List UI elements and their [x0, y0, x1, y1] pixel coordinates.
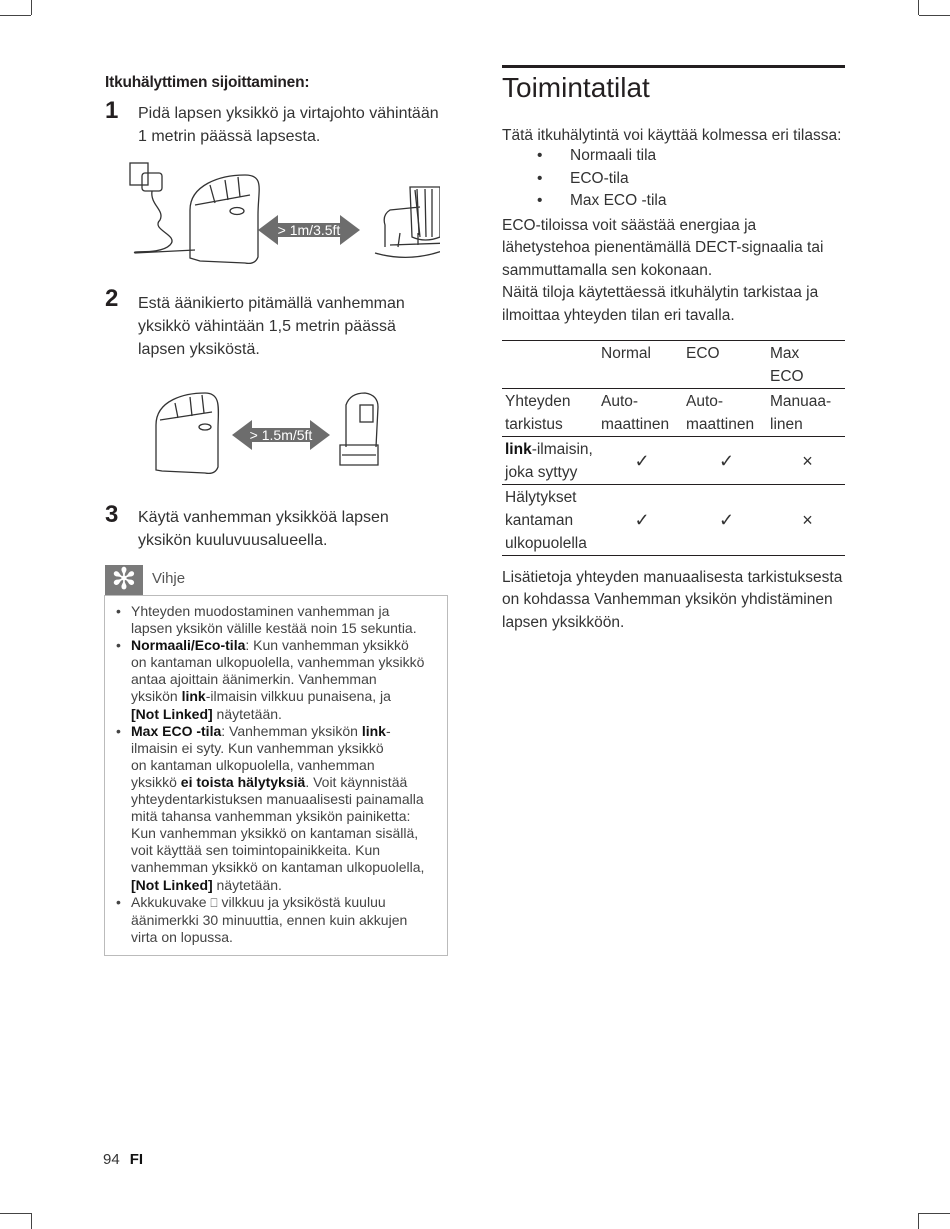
table-header-row	[502, 341, 845, 389]
step-number: 3	[105, 501, 119, 528]
mode-item: Normaali tila	[570, 147, 657, 164]
check-icon: ✓	[718, 510, 735, 530]
tip-item: • Akkukuvake ⎕ vilkkuu ja yksiköstä kuuluu äänimerkki 30 minuuttia, ennen kuin akkujen virta on lopussa.	[116, 893, 408, 945]
placement-illustration-parent-unit	[150, 385, 400, 480]
tip-item: • Normaali/Eco-tila: Kun vanhemman yksikkö on kantaman ulkopuolella, vanhemman yksikkö antaa ajoittain äänimerkin. Vanhemman yksikön link-ilmaisin vilkkuu punaisena, ja [Not Linked] näytetään.	[116, 637, 425, 722]
table-cell: Auto- maattinen	[686, 393, 755, 433]
tip-icon: ✻	[105, 565, 143, 595]
crop-mark	[918, 0, 919, 15]
page-title: Toimintatilat	[502, 72, 650, 103]
cross-icon: ×	[802, 450, 813, 471]
row-label: Yhteyden tarkistus	[505, 393, 571, 433]
section-rule	[502, 65, 845, 68]
eco-paragraph: ECO-tiloissa voit säästää energiaa ja lähetystehoa pienentämällä DECT-signaalia tai sammuttamalla sen kokonaan. Näitä tiloja käytettäessä itkuhälytin tarkistaa ja ilmoittaa yhteyden tilan eri tavalla.	[502, 217, 824, 324]
crop-mark	[31, 1213, 32, 1229]
check-icon: ✓	[718, 450, 735, 471]
distance-label: > 1.5m/5ft	[249, 427, 313, 443]
mode-item: Max ECO -tila	[570, 192, 667, 209]
column-header: Max ECO	[770, 345, 804, 385]
modes-table	[502, 340, 845, 556]
footer-paragraph: Lisätietoja yhteyden manuaalisesta tarkistuksesta on kohdassa Vanhemman yksikön yhdistäminen lapsen yksikköön.	[502, 569, 843, 631]
column-header	[502, 341, 598, 389]
tip-item: • Yhteyden muodostaminen vanhemman ja lapsen yksikön välille kestää noin 15 sekuntia.	[116, 603, 417, 637]
step-number: 1	[105, 97, 119, 124]
step-number: 2	[105, 285, 119, 312]
section-subheading: Itkuhälyttimen sijoittaminen:	[105, 74, 310, 91]
step-text: Estä äänikierto pitämällä vanhemman yksikkö vähintään 1,5 metrin päässä lapsen yksiköstä.	[138, 295, 405, 358]
column-header: ECO	[686, 345, 720, 362]
step-text: Käytä vanhemman yksikköä lapsen yksikön kuuluvuusalueella.	[138, 509, 389, 549]
check-icon: ✓	[634, 510, 650, 530]
tip-item: • Max ECO -tila: Vanhemman yksikön link- ilmaisin ei syty. Kun vanhemman yksikkö on kantaman ulkopuolella, vanhemman yksikkö ei toista hälytyksiä. Voit käynnistää yhteydentarkistuksen manuaalisesti painamalla mitä tahansa vanhemman yksikön painiketta: Kun vanhemman yksikkö on kantaman sisällä, voit käyttää sen toimintopainikkeita. Kun vanhemman yksikkö on kantaman ulkopuolella, [Not Linked] näytetään.	[116, 722, 425, 893]
page-number: 94	[103, 1151, 120, 1168]
table-row	[502, 389, 845, 437]
table-cell: Manuaa- linen	[770, 393, 832, 433]
row-label: link-ilmaisin, joka syttyy	[505, 441, 593, 481]
crop-mark	[918, 1213, 919, 1229]
tip-label: Vihje	[152, 570, 186, 587]
tip-box	[104, 595, 448, 956]
language-code: FI	[129, 1151, 144, 1168]
crop-mark	[0, 1213, 31, 1214]
table-row	[502, 437, 845, 485]
table-row	[502, 485, 845, 556]
cross-icon: ×	[802, 510, 813, 530]
intro-text: Tätä itkuhälytintä voi käyttää kolmessa eri tilassa:	[502, 127, 842, 144]
column-header: Normal	[601, 345, 651, 362]
crop-mark	[31, 0, 32, 15]
check-icon: ✓	[634, 450, 650, 471]
battery-icon: ⎕	[210, 895, 218, 910]
table-cell: Auto- maattinen	[601, 393, 670, 433]
crop-mark	[919, 1213, 950, 1214]
row-label: Hälytykset kantaman ulkopuolella	[505, 489, 587, 552]
mode-item: ECO-tila	[570, 170, 629, 187]
crop-mark	[0, 15, 31, 16]
placement-illustration-baby-unit	[120, 155, 440, 270]
crop-mark	[919, 15, 950, 16]
distance-label: > 1m/3.5ft	[277, 222, 341, 238]
page-footer	[103, 1151, 143, 1168]
step-text: Pidä lapsen yksikkö ja virtajohto vähintään 1 metrin päässä lapsesta.	[138, 105, 439, 145]
